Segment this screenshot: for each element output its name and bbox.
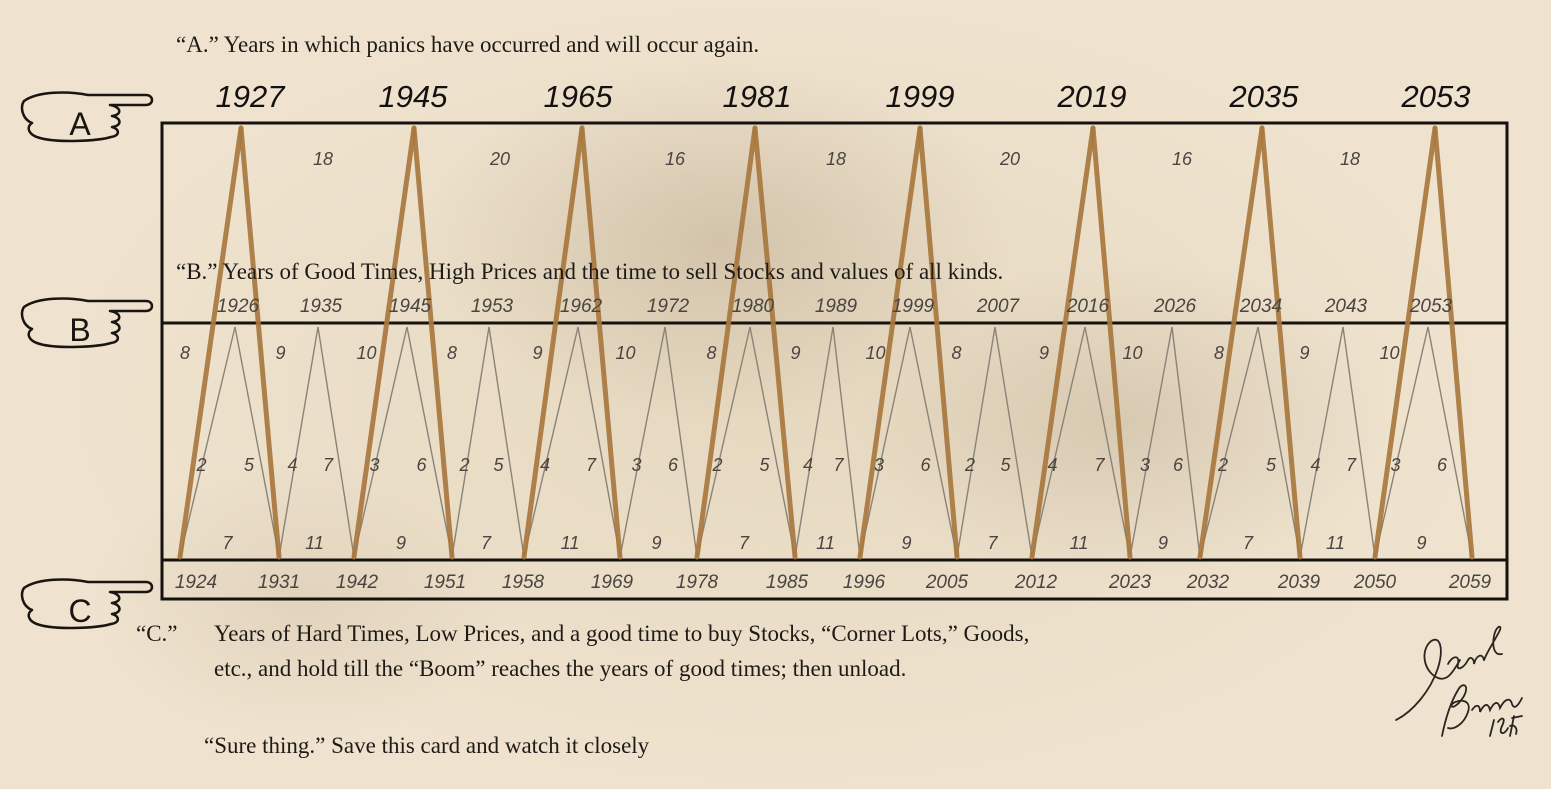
fall-years-label: 6 [1172,455,1184,475]
bottom-interval-label: 11 [305,533,324,553]
panic-year-label: 1981 [722,79,792,114]
hard-times-year-label: 1951 [423,572,467,593]
panic-fall-line [1435,128,1472,557]
hard-times-year-label: 1924 [174,572,218,593]
fall-years-label: 6 [1436,455,1448,475]
top-interval-label: 9 [790,343,801,363]
marker-label-a: A [69,106,91,142]
rise-years-label: 2 [196,455,207,475]
bottom-interval-label: 9 [901,533,912,553]
top-interval-label: 8 [706,343,717,363]
rise-years-label: 3 [1390,455,1401,475]
good-times-year-label: 2016 [1066,296,1110,317]
cycle-fall-line [578,327,620,557]
cycle-rise-line [452,327,489,557]
panic-interval-label: 16 [664,149,686,169]
top-interval-label: 9 [275,343,286,363]
panic-year-label: 2035 [1229,79,1299,114]
panic-year-label: 1945 [378,79,448,114]
top-interval-label: 9 [1038,343,1050,363]
closing-note: “Sure thing.” Save this card and watch it closely [204,733,650,758]
top-interval-label: 9 [532,343,543,363]
caption-a-panic-years: “A.” Years in which panics have occurred and will occur again. [176,32,760,57]
top-interval-label: 10 [615,343,636,363]
fall-years-label: 7 [322,455,334,475]
hard-times-year-label: 1969 [590,572,634,593]
cycle-fall-line [407,327,452,557]
hard-times-year-label: 2050 [1353,572,1397,593]
bottom-interval-label: 11 [1326,533,1345,553]
rise-years-label: 3 [631,455,642,475]
bottom-interval-label: 9 [1157,533,1169,553]
top-interval-label: 10 [865,343,886,363]
hard-times-year-label: 1996 [842,572,886,593]
hard-times-year-label: 1985 [765,572,809,593]
rise-years-label: 4 [1310,455,1321,475]
top-interval-label: 8 [446,343,458,363]
cycle-rise-line [957,327,995,557]
good-times-year-label: 2034 [1239,296,1283,317]
panic-year-label: 1927 [215,79,285,114]
cycle-fall-line [750,327,795,557]
hard-times-year-label: 1942 [335,572,379,593]
panic-interval-label: 18 [1339,149,1361,169]
panic-interval-label: 18 [312,149,334,169]
fall-years-label: 6 [920,455,931,475]
marker-label-c: C [68,593,92,629]
cycle-fall-line [1343,327,1375,557]
rise-years-label: 3 [1139,455,1151,475]
fall-years-label: 5 [1000,455,1011,475]
rise-years-label: 4 [287,455,298,475]
good-times-year-label: 1989 [814,296,858,317]
panic-fall-line [755,128,795,557]
top-interval-label: 8 [179,343,191,363]
fall-years-label: 7 [585,455,597,475]
rise-years-label: 4 [539,455,551,475]
hard-times-year-label: 2059 [1448,572,1492,593]
hard-times-year-label: 2039 [1277,572,1321,593]
good-times-year-label: 1935 [299,296,343,317]
rise-years-label: 4 [802,455,814,475]
bottom-interval-label: 9 [1416,533,1427,553]
bottom-interval-label: 7 [480,533,492,553]
panic-year-label: 2019 [1057,79,1127,114]
pointing-hand-a-icon [18,83,158,155]
fall-years-label: 5 [1265,455,1277,475]
fall-years-label: 5 [759,455,770,475]
bottom-interval-label: 11 [1069,533,1089,553]
caption-c-hard-times-line1: Years of Hard Times, Low Prices, and a good time to buy Stocks, “Corner Lots,” Goods, [214,621,1030,646]
hard-times-year-label: 2023 [1108,572,1152,593]
hard-times-year-label: 1958 [501,572,545,593]
good-times-year-label: 1962 [559,296,603,317]
hard-times-year-label: 2032 [1186,572,1230,593]
hard-times-year-label: 1931 [257,572,301,593]
rise-years-label: 3 [873,455,885,475]
good-times-year-label: 2007 [976,296,1020,317]
good-times-year-label: 2026 [1153,296,1197,317]
fall-years-label: 6 [667,455,679,475]
fall-years-label: 5 [243,455,255,475]
rise-years-label: 2 [459,455,470,475]
fall-years-label: 5 [493,455,504,475]
fall-years-label: 7 [1345,455,1357,475]
bottom-interval-label: 7 [222,533,233,553]
panic-fall-line [241,128,279,557]
panic-year-label: 1965 [543,79,613,114]
cycle-fall-line [318,327,354,557]
cycle-fall-line [489,327,524,557]
bottom-interval-label: 7 [1242,533,1254,553]
rise-years-label: 3 [369,455,380,475]
cycle-fall-line [1258,327,1300,557]
caption-b-good-times: “B.” Years of Good Times, High Prices and the time to sell Stocks and values of all kinds. [176,259,1004,284]
fall-years-label: 7 [1094,455,1105,475]
bottom-interval-label: 9 [651,533,662,553]
hard-times-year-label: 2005 [925,572,969,593]
good-times-year-label: 2043 [1324,296,1368,317]
good-times-year-label: 2053 [1409,296,1453,317]
cycle-fall-line [1172,327,1200,557]
pointing-hand-b-icon [18,289,158,361]
hard-times-year-label: 2012 [1014,572,1058,593]
top-interval-label: 9 [1299,343,1310,363]
panic-interval-label: 16 [1171,149,1193,169]
cycle-fall-line [910,327,957,557]
caption-c-hard-times-line2: etc., and hold till the “Boom” reaches the years of good times; then unload. [214,656,907,681]
good-times-year-label: 1980 [731,296,775,317]
cycle-fall-line [235,327,279,557]
rise-years-label: 4 [1047,455,1058,475]
panic-year-label: 2053 [1401,79,1471,114]
samuel-benner-1875-signature [1390,612,1540,752]
top-interval-label: 10 [1379,343,1400,363]
panic-fall-line [1262,128,1300,557]
panic-fall-line [582,128,620,557]
panic-interval-label: 20 [999,149,1021,169]
top-interval-label: 10 [1122,343,1143,363]
top-interval-label: 10 [356,343,377,363]
bottom-interval-label: 9 [395,533,407,553]
bottom-interval-label: 7 [987,533,998,553]
hard-times-year-label: 1978 [675,572,719,593]
rise-years-label: 2 [964,455,976,475]
cycle-fall-line [995,327,1032,557]
bottom-interval-label: 7 [738,533,750,553]
bottom-interval-label: 11 [816,533,835,553]
top-interval-label: 8 [951,343,962,363]
cycle-fall-line [665,327,697,557]
cycle-fall-line [833,327,860,557]
cycle-rise-line [795,327,833,557]
cycle-fall-line [1428,327,1472,557]
panic-rise-line [1200,128,1262,557]
good-times-year-label: 1972 [646,296,690,317]
good-times-year-label: 1926 [216,296,260,317]
caption-c-tag: “C.” [136,621,178,646]
bottom-interval-label: 11 [560,533,580,553]
marker-label-b: B [69,312,91,348]
top-interval-label: 8 [1213,343,1225,363]
fall-years-label: 6 [416,455,427,475]
fall-years-label: 7 [833,455,844,475]
panic-interval-label: 20 [489,149,511,169]
panic-year-label: 1999 [885,79,955,114]
good-times-year-label: 1945 [388,296,432,317]
good-times-year-label: 1999 [891,296,935,317]
rise-years-label: 2 [712,455,723,475]
panic-interval-label: 18 [825,149,847,169]
rise-years-label: 2 [1217,455,1229,475]
good-times-year-label: 1953 [470,296,514,317]
